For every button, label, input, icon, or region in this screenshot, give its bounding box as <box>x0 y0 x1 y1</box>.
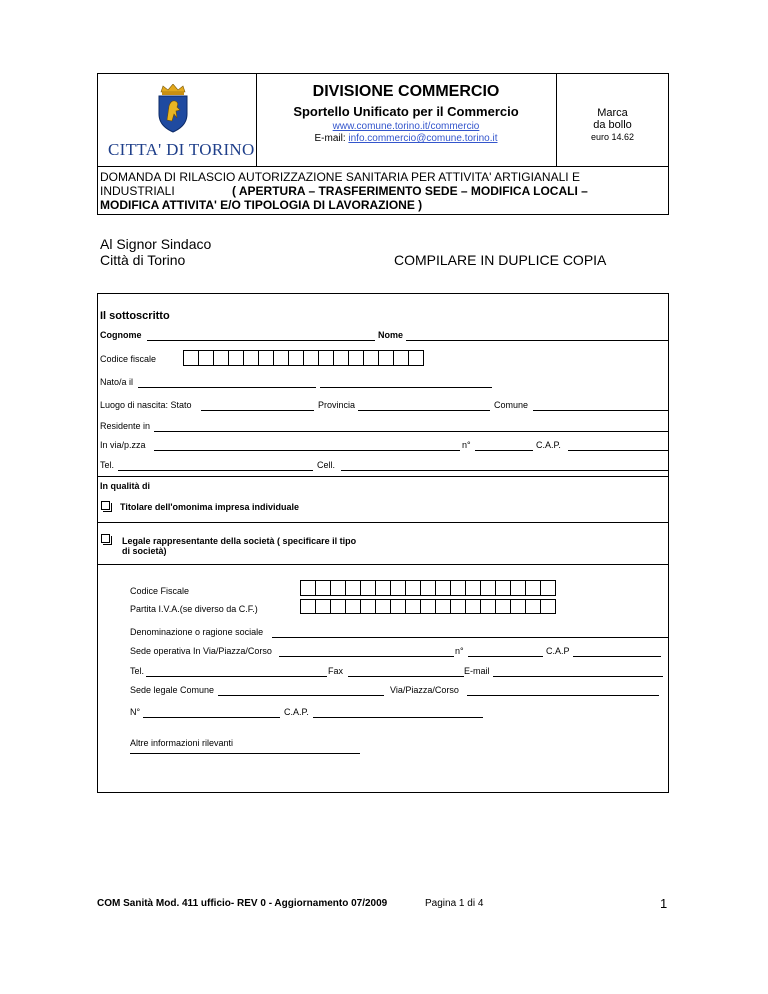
altre-info-label: Altre informazioni rilevanti <box>130 738 234 748</box>
form-title-line1: DOMANDA DI RILASCIO AUTORIZZAZIONE SANITARIA PER ATTIVITA' ARTIGIANALI E <box>100 170 580 184</box>
nome-field[interactable] <box>406 340 668 341</box>
company-email-label: E-mail <box>464 666 490 676</box>
copies-instruction: COMPILARE IN DUPLICE COPIA <box>394 252 607 268</box>
divider-qualita <box>97 476 669 477</box>
sede-operativa-numero-label: n° <box>455 646 464 656</box>
sede-legale-n-field[interactable] <box>143 717 280 718</box>
option-legale-label-2: di società) <box>122 546 167 556</box>
cell-field[interactable] <box>341 470 668 471</box>
header-divider-horizontal <box>97 166 669 167</box>
comune-label: Comune <box>494 400 529 410</box>
residente-label: Residente in <box>100 421 151 431</box>
sede-legale-via-label: Via/Piazza/Corso <box>390 685 459 695</box>
nato-label: Nato/a il <box>100 377 134 387</box>
cap-field[interactable] <box>568 450 668 451</box>
logo-text: CITTA' DI TORINO <box>108 140 255 159</box>
website-link[interactable]: www.comune.torino.it/commercio <box>332 121 480 132</box>
stato-field[interactable] <box>201 410 314 411</box>
sede-operativa-cap-label: C.A.P <box>546 646 570 656</box>
cognome-label: Cognome <box>100 330 142 340</box>
sede-legale-label: Sede legale Comune <box>130 685 215 695</box>
divider-option2 <box>97 564 669 565</box>
stamp-label-2: da bollo <box>593 119 632 131</box>
via-label: In via/p.zza <box>100 440 146 450</box>
form-title-line2b: ( APERTURA – TRASFERIMENTO SEDE – MODIFICA LOCALI – <box>232 184 588 198</box>
luogo-nascita-label: Luogo di nascita: Stato <box>100 400 192 410</box>
partita-iva-cells[interactable] <box>300 599 556 614</box>
sede-legale-field[interactable] <box>218 695 384 696</box>
company-fax-label: Fax <box>328 666 344 676</box>
form-title-line3: MODIFICA ATTIVITA' E/O TIPOLOGIA DI LAVORAZIONE ) <box>100 198 423 212</box>
numero-field[interactable] <box>475 450 533 451</box>
nato-data-field[interactable] <box>320 387 492 388</box>
option-legale-checkbox[interactable] <box>101 534 110 543</box>
nato-luogo-field[interactable] <box>138 387 316 388</box>
in-qualita-label: In qualità di <box>100 481 151 491</box>
city-logo <box>100 84 255 160</box>
sede-operativa-label: Sede operativa In Via/Piazza/Corso <box>130 646 272 656</box>
codice-fiscale-cells[interactable] <box>183 350 424 366</box>
cap-label: C.A.P. <box>536 440 561 450</box>
company-cf-cells[interactable] <box>300 580 556 596</box>
company-tel-field[interactable] <box>146 676 327 677</box>
sede-operativa-numero-field[interactable] <box>468 656 543 657</box>
company-tel-label: Tel. <box>130 666 145 676</box>
option-titolare-label: Titolare dell'omonima impresa individuale <box>120 502 300 512</box>
provincia-label: Provincia <box>318 400 356 410</box>
footer-page: Pagina 1 di 4 <box>425 898 484 909</box>
page-number: 1 <box>660 896 668 911</box>
codice-fiscale-label: Codice fiscale <box>100 354 157 364</box>
form-title-line2a: INDUSTRIALI <box>100 184 175 198</box>
addressee-line2: Città di Torino <box>100 252 186 268</box>
addressee-line1: Al Signor Sindaco <box>100 236 212 252</box>
divider-option1 <box>97 522 669 523</box>
altre-info-field[interactable] <box>130 753 360 754</box>
sede-legale-n-label: N° <box>130 707 141 717</box>
email-label: E-mail: <box>314 133 346 144</box>
stamp-value: euro 14.62 <box>590 132 635 142</box>
stamp-label-1: Marca <box>597 107 628 119</box>
company-fax-field[interactable] <box>348 676 464 677</box>
tel-field[interactable] <box>118 470 313 471</box>
email-link[interactable]: info.commercio@comune.torino.it <box>348 133 498 144</box>
denominazione-label: Denominazione o ragione sociale <box>130 627 264 637</box>
company-cf-label: Codice Fiscale <box>130 586 190 596</box>
office-title: Sportello Unificato per il Commercio <box>293 104 519 119</box>
sede-legale-cap-label: C.A.P. <box>284 707 309 717</box>
sede-legale-cap-field[interactable] <box>313 717 483 718</box>
footer-module: COM Sanità Mod. 411 ufficio- REV 0 - Aggiornamento 07/2009 <box>97 898 388 909</box>
comune-field[interactable] <box>533 410 668 411</box>
option-legale-label-1: Legale rappresentante della società ( specificare il tipo <box>122 536 357 546</box>
division-title: DIVISIONE COMMERCIO <box>312 83 500 100</box>
section-title: Il sottoscritto <box>100 310 170 322</box>
email-line <box>256 133 556 144</box>
provincia-field[interactable] <box>358 410 490 411</box>
cell-label: Cell. <box>317 460 336 470</box>
partita-iva-label: Partita I.V.A.(se diverso da C.F.) <box>130 604 258 614</box>
numero-label: n° <box>462 440 471 450</box>
tel-label: Tel. <box>100 460 115 470</box>
company-email-field[interactable] <box>493 676 663 677</box>
residente-field[interactable] <box>154 431 668 432</box>
sede-operativa-field[interactable] <box>279 656 454 657</box>
sede-legale-via-field[interactable] <box>467 695 659 696</box>
nome-label: Nome <box>378 330 404 340</box>
via-field[interactable] <box>154 450 460 451</box>
cognome-field[interactable] <box>147 340 375 341</box>
denominazione-field[interactable] <box>272 637 668 638</box>
option-titolare-checkbox[interactable] <box>101 501 110 510</box>
sede-operativa-cap-field[interactable] <box>573 656 661 657</box>
